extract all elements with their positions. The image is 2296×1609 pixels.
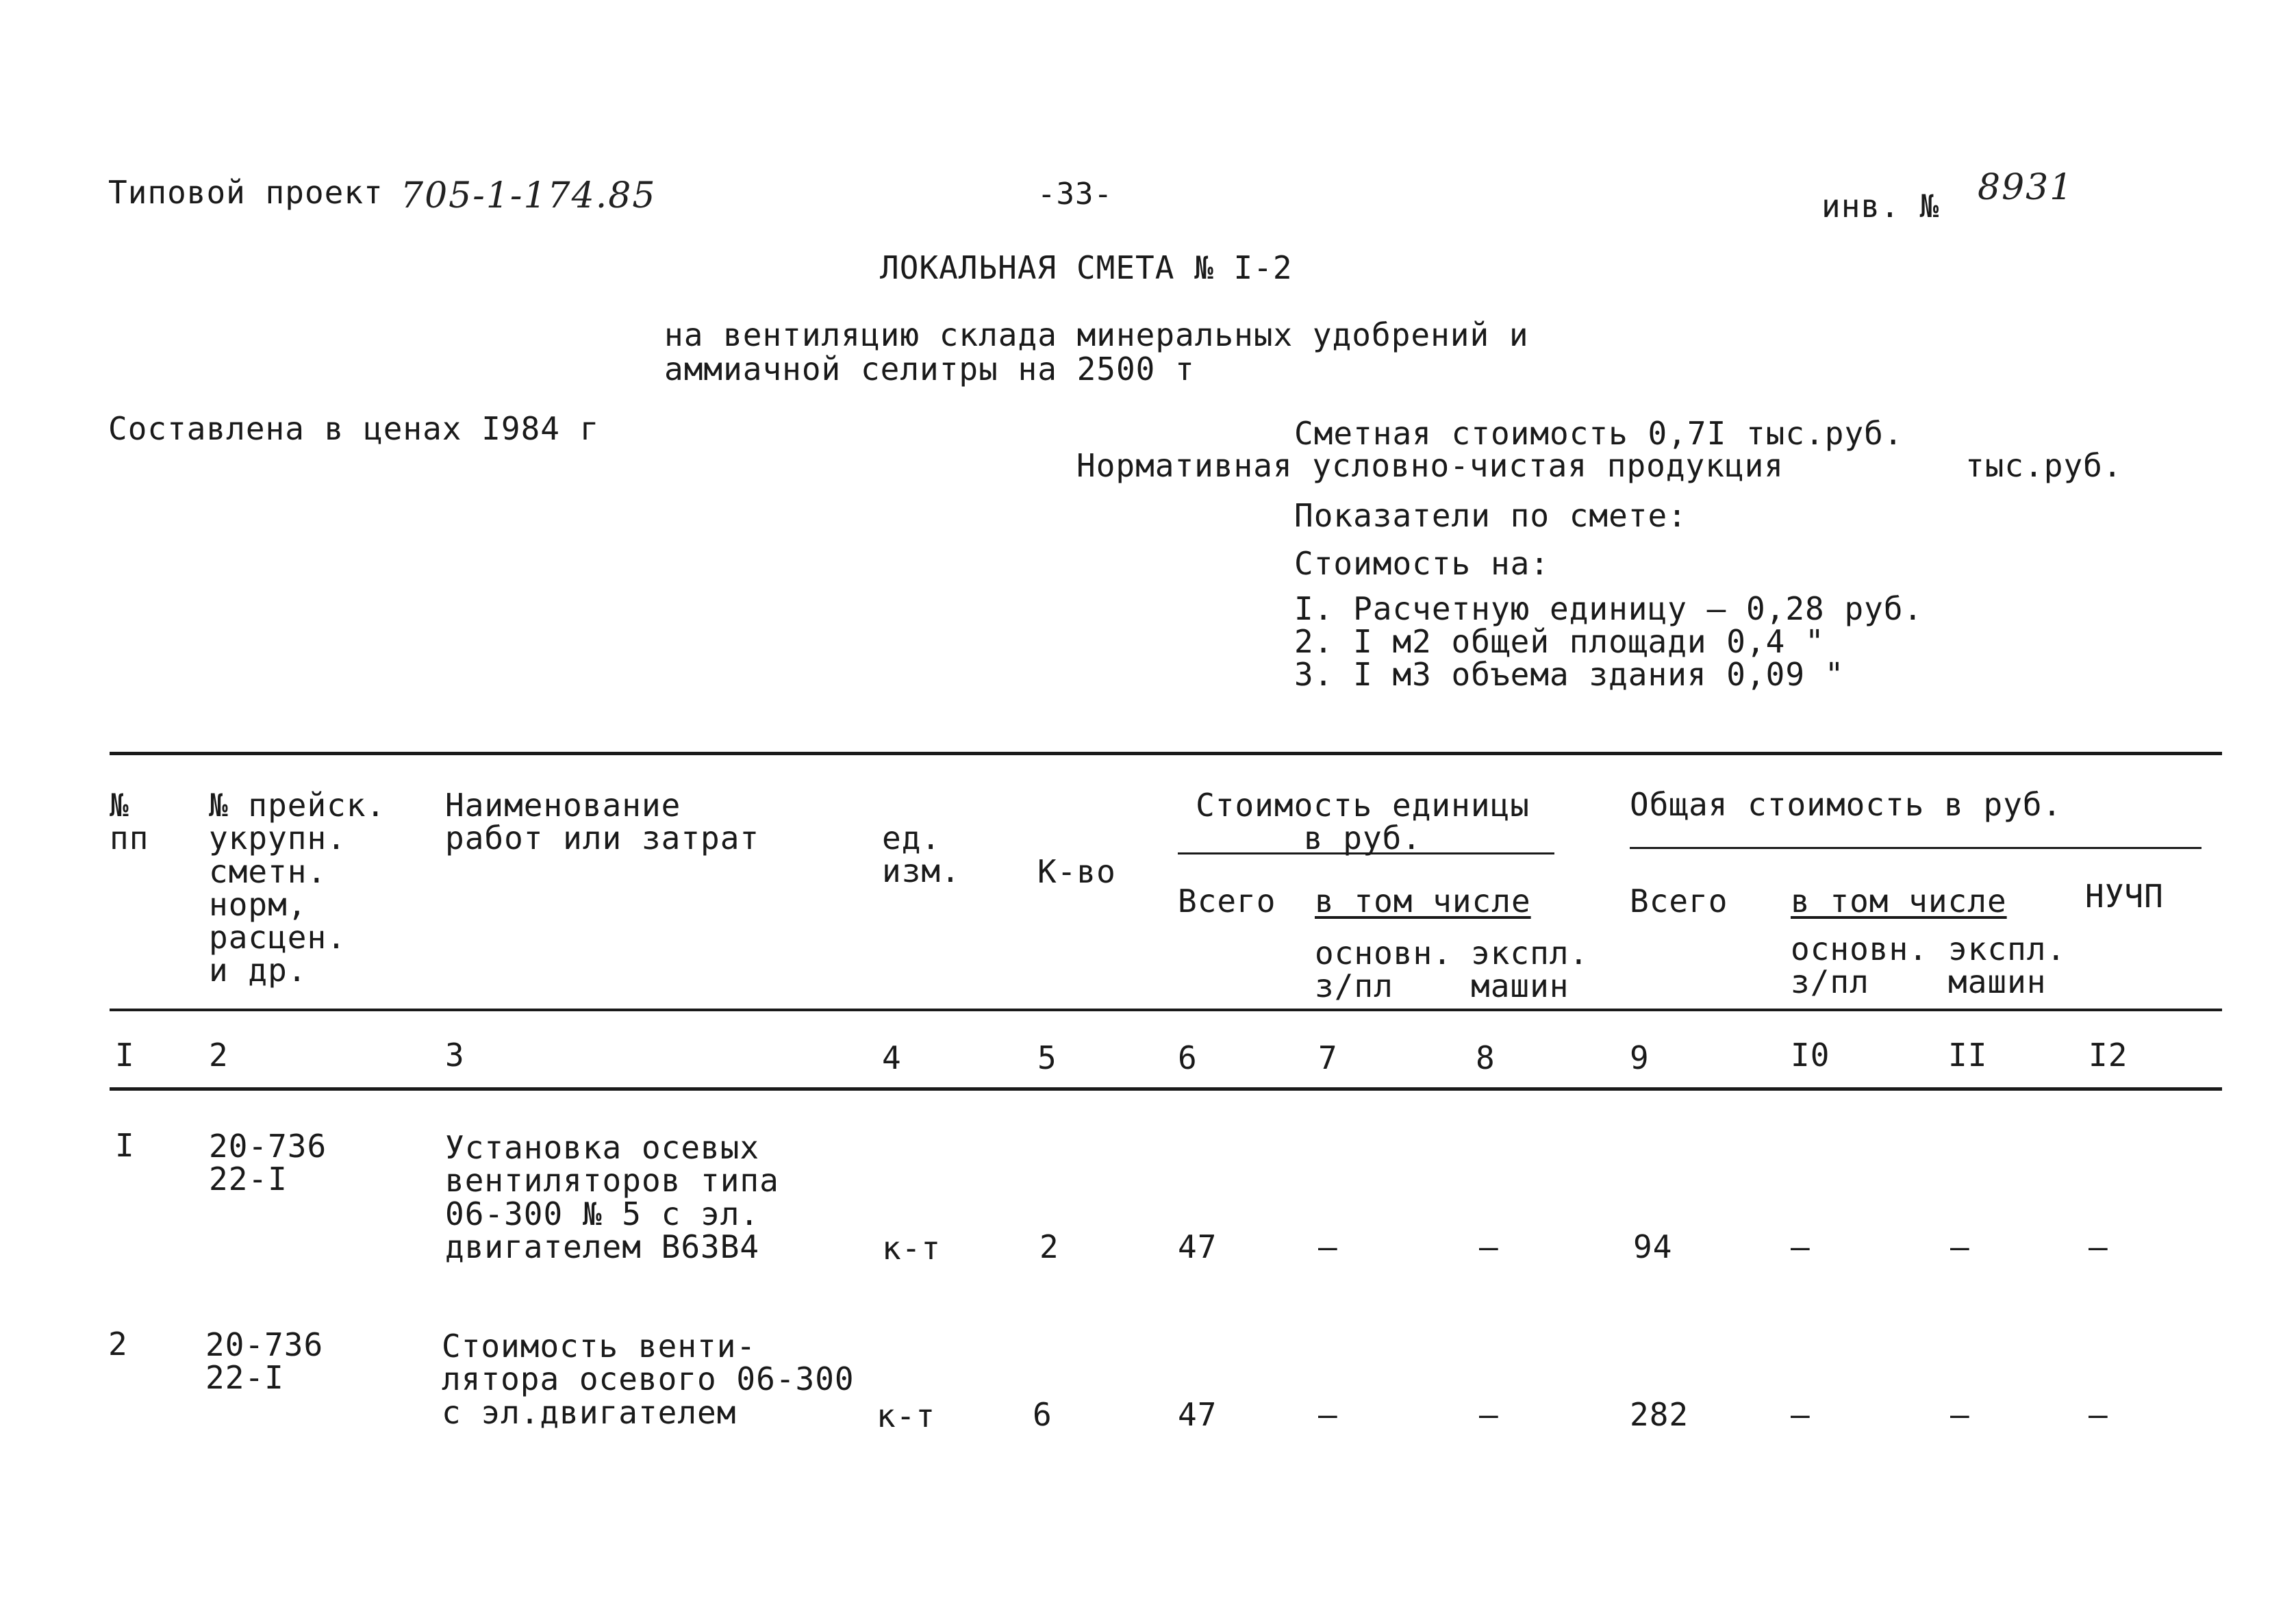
header-price-ref: № прейск. укрупн. сметн. норм, расцен. и др. [209, 787, 386, 989]
row-number: 2 [108, 1326, 128, 1363]
header-unit-wages: основн. з/пл [1315, 935, 1452, 1005]
row-price-ref: 20-736 22-I [205, 1326, 324, 1397]
column-number: 9 [1630, 1039, 1650, 1076]
project-number: 705-1-174.85 [401, 175, 657, 216]
header-work-name: Наименование работ или затрат [445, 787, 760, 857]
prices-note: Составлена в ценах I984 г [108, 410, 600, 447]
column-number: 6 [1178, 1039, 1198, 1076]
column-number: I2 [2089, 1037, 2128, 1074]
project-label: Типовой проект [108, 174, 383, 211]
normative-label: Нормативная условно-чистая продукция [1076, 447, 1784, 484]
header-quantity: К-во [1037, 853, 1116, 890]
row-unit-machines: – [1479, 1228, 1499, 1265]
table-top-rule [110, 752, 2222, 755]
indicators-heading: Показатели по смете: [1294, 497, 1687, 534]
column-number: I0 [1791, 1037, 1830, 1074]
row-total-machines: – [1950, 1396, 1970, 1433]
row-price-ref: 20-736 22-I [209, 1128, 327, 1198]
header-unit-cost: Стоимость единицы в руб. [1196, 787, 1530, 857]
row-work-name: Установка осевых вентиляторов типа 06-300 № 5 с эл. двигателем В63В4 [445, 1129, 779, 1265]
estimated-cost: Сметная стоимость 0,7I тыс.руб. [1294, 415, 1904, 452]
header-total-including: в том числе [1791, 883, 2007, 920]
row-unit-wages: – [1318, 1228, 1338, 1265]
page-number: -33- [1037, 177, 1113, 212]
header-unit: ед. изм. [882, 820, 961, 890]
row-number: I [115, 1127, 135, 1164]
header-nuchp: НУЧП [2085, 878, 2164, 915]
row-unit-total: 47 [1178, 1396, 1218, 1433]
indicator-item: 3. I м3 объема здания 0,09 " [1294, 656, 1845, 693]
header-total-wages: основн. з/пл [1791, 930, 1928, 1001]
row-unit-wages: – [1318, 1396, 1338, 1433]
column-number: 7 [1318, 1039, 1338, 1076]
row-total-wages: – [1791, 1396, 1811, 1433]
column-number: 8 [1476, 1039, 1496, 1076]
column-number: 5 [1037, 1039, 1057, 1076]
subtitle-line-2: аммиачной селитры на 2500 т [664, 351, 1195, 388]
header-total-machines: экспл. машин [1948, 930, 2067, 1001]
row-unit: к-т [876, 1397, 936, 1434]
header-unit-machines: экспл. машин [1471, 935, 1589, 1005]
column-number: 4 [882, 1039, 902, 1076]
header-total-cost: Общая стоимость в руб. [1630, 786, 2062, 823]
indicator-item: I. Расчетную единицу – 0,28 руб. [1294, 590, 1923, 627]
indicator-item: 2. I м2 общей площади 0,4 " [1294, 623, 1825, 660]
header-unit-total: Всего [1178, 883, 1276, 920]
row-total-machines: – [1950, 1228, 1970, 1265]
row-unit: к-т [882, 1230, 942, 1267]
row-work-name: Стоимость венти- лятора осевого 06-300 с эл.двигателем [442, 1328, 855, 1431]
column-number: II [1948, 1037, 1988, 1074]
header-row-number: № пп [110, 787, 149, 857]
header-total-total: Всего [1630, 883, 1728, 920]
row-nuchp: – [2089, 1228, 2108, 1265]
row-quantity: 2 [1039, 1228, 1059, 1265]
normative-unit: тыс.руб. [1965, 447, 2123, 484]
row-nuchp: – [2089, 1396, 2108, 1433]
column-numbers-rule [110, 1087, 2222, 1091]
row-quantity: 6 [1033, 1396, 1052, 1433]
header-unit-including: в том числе [1315, 883, 1531, 920]
subtitle-line-1: на вентиляцию склада минеральных удобрений и [664, 316, 1529, 353]
total-cost-rule [1630, 847, 2202, 849]
inventory-number: 8931 [1978, 167, 2074, 208]
column-number: 2 [209, 1037, 229, 1074]
row-total: 282 [1630, 1396, 1689, 1433]
document-title: ЛОКАЛЬНАЯ СМЕТА № I-2 [880, 249, 1293, 286]
column-number: I [115, 1037, 135, 1074]
column-number: 3 [445, 1037, 465, 1074]
row-total-wages: – [1791, 1228, 1811, 1265]
row-unit-machines: – [1479, 1396, 1499, 1433]
header-bottom-rule [110, 1009, 2222, 1011]
row-unit-total: 47 [1178, 1228, 1218, 1265]
cost-per-heading: Стоимость на: [1294, 545, 1550, 582]
inventory-label: инв. № [1821, 188, 1940, 225]
row-total: 94 [1633, 1228, 1673, 1265]
